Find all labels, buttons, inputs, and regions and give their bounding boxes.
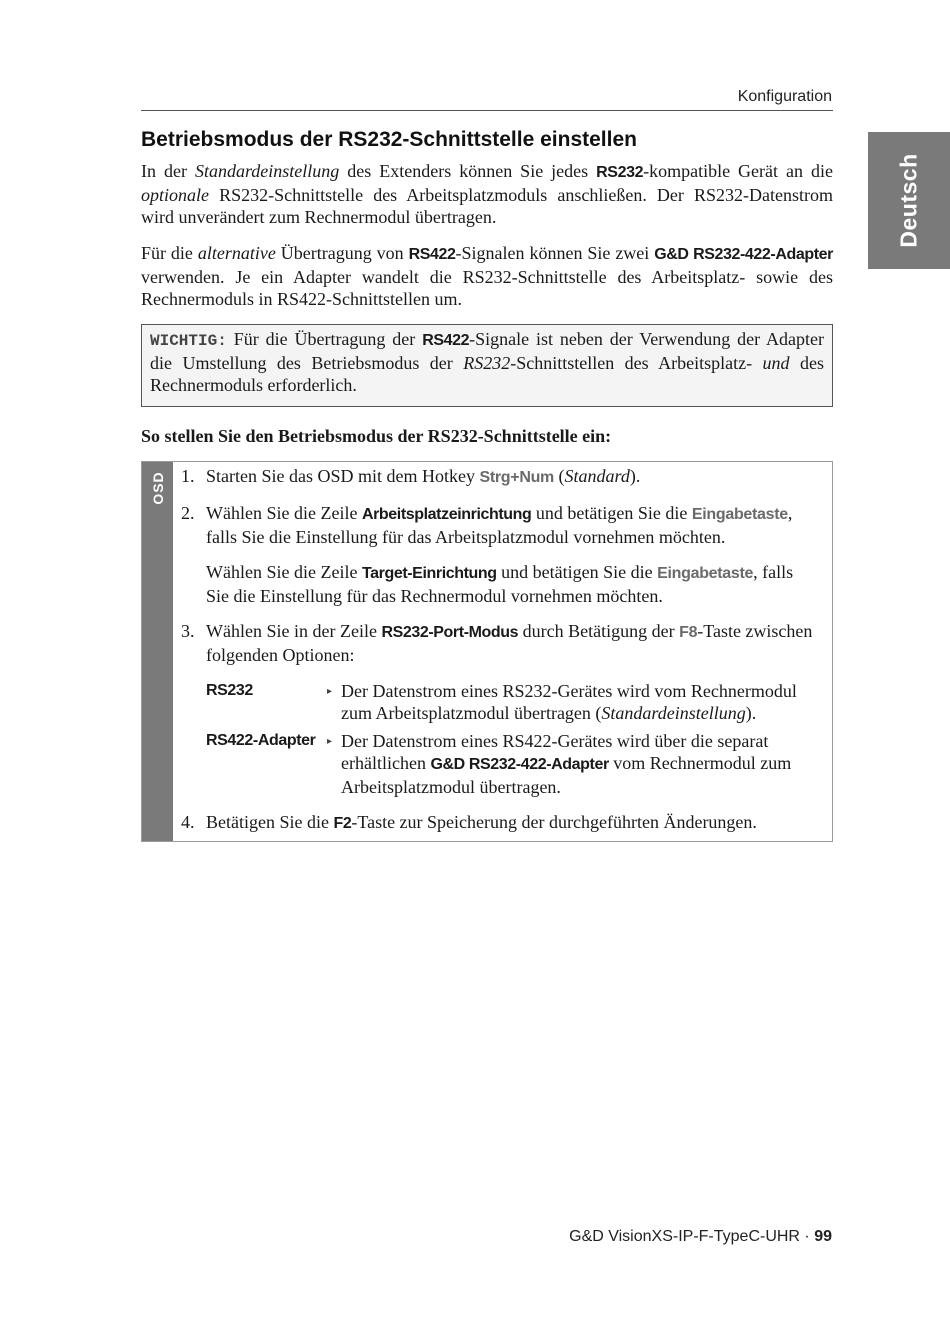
step-3 <box>181 620 820 798</box>
header-divider <box>141 110 833 111</box>
step-text: Starten Sie das OSD mit dem Hotkey Strg+Num (Standard). <box>206 466 641 486</box>
running-header: Konfiguration <box>737 88 832 105</box>
step-text: Betätigen Sie die F2-Taste zur Speicherung der durchgeführten Änderungen. <box>206 812 757 832</box>
procedure-heading: So stellen Sie den Betriebsmodus der RS232-Schnittstelle ein: <box>141 426 612 446</box>
alternative-paragraph: Für die alternative Übertragung von RS422-Signalen können Sie zwei G&D RS232-422-Adapter verwenden. Je ein Adapter wandelt die RS232-Schnittstelle des Arbeitsplatz- sowie des Rechnermoduls in RS422-Schnittstellen um. <box>141 243 833 309</box>
option-name: RS422-Adapter <box>206 732 316 749</box>
step-number: 4. <box>181 812 195 832</box>
language-tab-label: Deutsch <box>895 153 922 248</box>
option-rs422-adapter <box>206 730 820 798</box>
step-4 <box>181 811 820 835</box>
step-text-alt: Wählen Sie die Zeile Target-Einrichtung und betätigen Sie die Eingabetaste, falls Sie die Einstellung für das Rechnermodul vornehmen möchten. <box>206 562 794 606</box>
bullet-arrow-icon: ▸ <box>327 686 333 697</box>
step-text: Wählen Sie die Zeile Arbeitsplatzeinrichtung und betätigen Sie die Eingabetaste, falls Sie die Einstellung für das Arbeitsplatzmodul vornehmen möchten. <box>206 503 793 547</box>
step-list <box>173 462 832 841</box>
step-text: Wählen Sie in der Zeile RS232-Port-Modus durch Betätigung der F8-Taste zwischen folgenden Optionen: <box>206 621 813 665</box>
page-footer <box>569 1228 832 1246</box>
section-title: Betriebsmodus der RS232-Schnittstelle einstellen <box>141 128 637 151</box>
step-1 <box>181 465 820 489</box>
osd-label: OSD <box>149 471 166 505</box>
important-label: WICHTIG: <box>150 332 227 350</box>
osd-sidebar <box>142 462 173 841</box>
bullet-arrow-icon: ▸ <box>327 736 333 747</box>
hotkey-label: Strg+Num <box>479 469 554 486</box>
osd-procedure-box <box>141 461 833 842</box>
option-rs232 <box>206 680 820 724</box>
option-description: Der Datenstrom eines RS422-Gerätes wird über die separat erhältlichen G&D RS232-422-Adapter vom Rechnermodul zum Arbeitsplatzmodul übertragen. <box>341 731 792 797</box>
page-content <box>141 128 833 842</box>
step-number: 3. <box>181 621 195 641</box>
step-number: 2. <box>181 503 195 523</box>
option-description: Der Datenstrom eines RS232-Gerätes wird vom Rechnermodul zum Arbeitsplatzmodul übertragen (Standardeinstellung). <box>341 681 797 723</box>
step-number: 1. <box>181 466 195 486</box>
intro-paragraph: In der Standardeinstellung des Extenders können Sie jedes RS232-kompatible Gerät an die optionale RS232-Schnittstelle des Arbeitsplatzmoduls anschließen. Der RS232-Datenstrom wird unverändert zum Rechnermodul übertragen. <box>141 161 833 227</box>
step-2 <box>181 502 820 607</box>
option-name: RS232 <box>206 682 253 699</box>
product-name: G&D VisionXS-IP-F-TypeC-UHR · <box>569 1228 815 1245</box>
page-number: 99 <box>814 1228 832 1245</box>
important-note: WICHTIG: Für die Übertragung der RS422-Signale ist neben der Verwendung der Adapter die Umstellung des Betriebsmodus der RS232-Schnittstellen des Arbeitsplatz- und des Rechnermoduls erforderlich. <box>141 324 833 407</box>
language-tab <box>868 132 950 269</box>
